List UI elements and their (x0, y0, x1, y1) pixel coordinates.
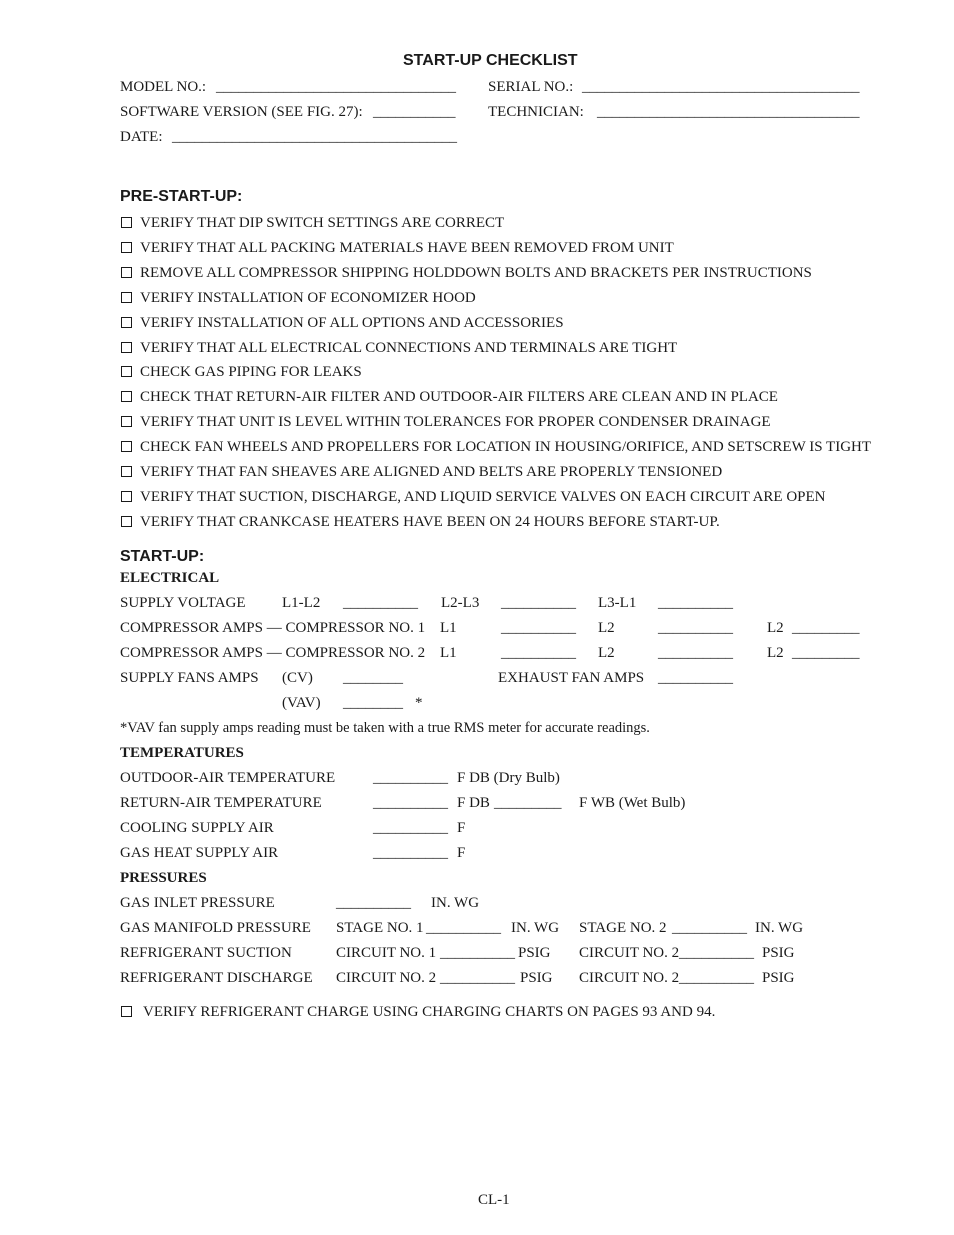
refrigerant-suction-label: REFRIGERANT SUCTION (120, 945, 292, 961)
gas-heat-supply-air-label: GAS HEAT SUPPLY AIR (120, 845, 279, 861)
serial-no-label: SERIAL NO.: (488, 79, 574, 95)
refrigerant-suction-c1-unit: PSIG (518, 945, 551, 961)
pre-start-up-checkbox[interactable] (121, 317, 132, 328)
pre-start-up-item-label: VERIFY THAT DIP SWITCH SETTINGS ARE CORRECT (140, 215, 505, 231)
compressor-1-l1-label: L1 (440, 620, 457, 636)
gas-manifold-stage2-label: STAGE NO. 2 (579, 920, 667, 936)
refrigerant-suction-c2-unit: PSIG (762, 945, 795, 961)
compressor-2-l2-label: L2 (598, 645, 615, 661)
pre-start-up-item-label: VERIFY INSTALLATION OF ECONOMIZER HOOD (140, 290, 476, 306)
pre-start-up-item-label: VERIFY THAT ALL ELECTRICAL CONNECTIONS AND TERMINALS ARE TIGHT (140, 340, 678, 356)
software-version-field[interactable]: ___________ (373, 104, 456, 120)
pre-start-up-checkbox[interactable] (121, 267, 132, 278)
pre-start-up-checkbox[interactable] (121, 441, 132, 452)
pre-start-up-item-label: CHECK THAT RETURN-AIR FILTER AND OUTDOOR-AIR FILTERS ARE CLEAN AND IN PLACE (140, 389, 778, 405)
gas-manifold-stage2-field[interactable]: __________ (672, 920, 747, 936)
pre-start-up-checkbox[interactable] (121, 416, 132, 427)
supply-voltage-l1l2-field[interactable]: __________ (343, 595, 418, 611)
exhaust-fan-amps-label: EXHAUST FAN AMPS (498, 670, 645, 686)
compressor-1-l2b-label: L2 (767, 620, 784, 636)
pre-start-up-checkbox[interactable] (121, 391, 132, 402)
supply-fans-cv-field[interactable]: ________ (343, 670, 403, 686)
gas-inlet-pressure-label: GAS INLET PRESSURE (120, 895, 275, 911)
pre-start-up-item-label: VERIFY THAT FAN SHEAVES ARE ALIGNED AND BELTS ARE PROPERLY TENSIONED (140, 464, 723, 480)
supply-voltage-l3l1-label: L3-L1 (598, 595, 637, 611)
date-field[interactable]: ______________________________________ (172, 129, 457, 145)
model-no-label: MODEL NO.: (120, 79, 207, 95)
page-number: CL-1 (478, 1192, 510, 1208)
gas-inlet-pressure-unit: IN. WG (431, 895, 480, 911)
return-air-temp-wb-unit: F WB (Wet Bulb) (579, 795, 686, 811)
vav-asterisk: * (415, 695, 423, 711)
supply-voltage-l2l3-label: L2-L3 (441, 595, 480, 611)
supply-voltage-l1l2-label: L1-L2 (282, 595, 321, 611)
pre-start-up-checkbox[interactable] (121, 466, 132, 477)
supply-fans-vav-label: (VAV) (282, 695, 321, 711)
return-air-temp-wb-field[interactable]: _________ (494, 795, 562, 811)
refrigerant-suction-c2-field[interactable]: __________ (679, 945, 754, 961)
technician-field[interactable]: ___________________________________ (597, 104, 860, 120)
gas-heat-supply-air-unit: F (457, 845, 466, 861)
software-version-label: SOFTWARE VERSION (SEE FIG. 27): (120, 104, 363, 120)
verify-charge-checkbox[interactable] (121, 1006, 132, 1017)
compressor-1-l2b-field[interactable]: _________ (792, 620, 860, 636)
supply-fans-amps-label: SUPPLY FANS AMPS (120, 670, 259, 686)
start-up-heading: START-UP: (120, 548, 205, 565)
compressor-2-l2b-field[interactable]: _________ (792, 645, 860, 661)
refrigerant-discharge-c1-label: CIRCUIT NO. 2 (336, 970, 437, 986)
supply-voltage-label: SUPPLY VOLTAGE (120, 595, 246, 611)
model-no-field[interactable]: ________________________________ (216, 79, 456, 95)
gas-manifold-pressure-label: GAS MANIFOLD PRESSURE (120, 920, 311, 936)
compressor-2-amps-label: COMPRESSOR AMPS — COMPRESSOR NO. 2 (120, 645, 426, 661)
compressor-1-l2-field[interactable]: __________ (658, 620, 733, 636)
pre-start-up-checkbox[interactable] (121, 217, 132, 228)
compressor-1-l1-field[interactable]: __________ (501, 620, 576, 636)
refrigerant-discharge-c2-field[interactable]: __________ (679, 970, 754, 986)
temperatures-heading: TEMPERATURES (120, 745, 244, 761)
compressor-2-l1-label: L1 (440, 645, 457, 661)
compressor-2-l1-field[interactable]: __________ (501, 645, 576, 661)
pre-start-up-item-label: VERIFY THAT UNIT IS LEVEL WITHIN TOLERANCES FOR PROPER CONDENSER DRAINAGE (140, 414, 771, 430)
pre-start-up-checkbox[interactable] (121, 292, 132, 303)
pre-start-up-item-label: VERIFY THAT ALL PACKING MATERIALS HAVE BEEN REMOVED FROM UNIT (140, 240, 674, 256)
serial-no-field[interactable]: _____________________________________ (582, 79, 860, 95)
vav-note: *VAV fan supply amps reading must be taken with a true RMS meter for accurate readings. (120, 720, 650, 736)
pre-start-up-checkbox[interactable] (121, 516, 132, 527)
date-label: DATE: (120, 129, 163, 145)
return-air-temp-db-field[interactable]: __________ (373, 795, 448, 811)
refrigerant-suction-c2-label: CIRCUIT NO. 2 (579, 945, 680, 961)
pre-start-up-heading: PRE-START-UP: (120, 188, 243, 205)
outdoor-air-temp-field[interactable]: __________ (373, 770, 448, 786)
technician-label: TECHNICIAN: (488, 104, 584, 120)
electrical-heading: ELECTRICAL (120, 570, 220, 586)
supply-fans-cv-label: (CV) (282, 670, 313, 686)
refrigerant-suction-c1-field[interactable]: __________ (440, 945, 515, 961)
exhaust-fan-amps-field[interactable]: __________ (658, 670, 733, 686)
supply-voltage-l3l1-field[interactable]: __________ (658, 595, 733, 611)
gas-inlet-pressure-field[interactable]: __________ (336, 895, 411, 911)
pre-start-up-item-label: VERIFY INSTALLATION OF ALL OPTIONS AND ACCESSORIES (140, 315, 564, 331)
return-air-temp-db-unit: F DB (457, 795, 490, 811)
pre-start-up-item-label: VERIFY THAT CRANKCASE HEATERS HAVE BEEN ON 24 HOURS BEFORE START-UP. (140, 514, 720, 530)
refrigerant-discharge-label: REFRIGERANT DISCHARGE (120, 970, 313, 986)
supply-voltage-l2l3-field[interactable]: __________ (501, 595, 576, 611)
gas-manifold-stage1-label: STAGE NO. 1 (336, 920, 424, 936)
return-air-temp-label: RETURN-AIR TEMPERATURE (120, 795, 322, 811)
compressor-1-amps-label: COMPRESSOR AMPS — COMPRESSOR NO. 1 (120, 620, 426, 636)
pre-start-up-checkbox[interactable] (121, 366, 132, 377)
outdoor-air-temp-label: OUTDOOR-AIR TEMPERATURE (120, 770, 336, 786)
gas-manifold-stage1-unit: IN. WG (511, 920, 560, 936)
compressor-1-l2-label: L2 (598, 620, 615, 636)
page-title: START-UP CHECKLIST (403, 52, 578, 69)
gas-manifold-stage1-field[interactable]: __________ (426, 920, 501, 936)
cooling-supply-air-field[interactable]: __________ (373, 820, 448, 836)
pre-start-up-checkbox[interactable] (121, 342, 132, 353)
gas-heat-supply-air-field[interactable]: __________ (373, 845, 448, 861)
pre-start-up-item-label: VERIFY THAT SUCTION, DISCHARGE, AND LIQUID SERVICE VALVES ON EACH CIRCUIT ARE OPEN (140, 489, 826, 505)
gas-manifold-stage2-unit: IN. WG (755, 920, 804, 936)
refrigerant-discharge-c2-label: CIRCUIT NO. 2 (579, 970, 680, 986)
supply-fans-vav-field[interactable]: ________ (343, 695, 403, 711)
pre-start-up-item-label: CHECK FAN WHEELS AND PROPELLERS FOR LOCATION IN HOUSING/ORIFICE, AND SETSCREW IS TIGHT (140, 439, 872, 455)
pre-start-up-checkbox[interactable] (121, 491, 132, 502)
refrigerant-suction-c1-label: CIRCUIT NO. 1 (336, 945, 437, 961)
refrigerant-discharge-c1-field[interactable]: __________ (440, 970, 515, 986)
outdoor-air-temp-unit: F DB (Dry Bulb) (457, 770, 560, 786)
refrigerant-discharge-c2-unit: PSIG (762, 970, 795, 986)
compressor-2-l2b-label: L2 (767, 645, 784, 661)
pressures-heading: PRESSURES (120, 870, 207, 886)
pre-start-up-item-label: CHECK GAS PIPING FOR LEAKS (140, 364, 362, 380)
cooling-supply-air-label: COOLING SUPPLY AIR (120, 820, 274, 836)
refrigerant-discharge-c1-unit: PSIG (520, 970, 553, 986)
pre-start-up-item-label: REMOVE ALL COMPRESSOR SHIPPING HOLDDOWN BOLTS AND BRACKETS PER INSTRUCTIONS (140, 265, 812, 281)
cooling-supply-air-unit: F (457, 820, 466, 836)
verify-charge-label: VERIFY REFRIGERANT CHARGE USING CHARGING CHARTS ON PAGES 93 AND 94. (143, 1004, 716, 1020)
compressor-2-l2-field[interactable]: __________ (658, 645, 733, 661)
pre-start-up-checkbox[interactable] (121, 242, 132, 253)
